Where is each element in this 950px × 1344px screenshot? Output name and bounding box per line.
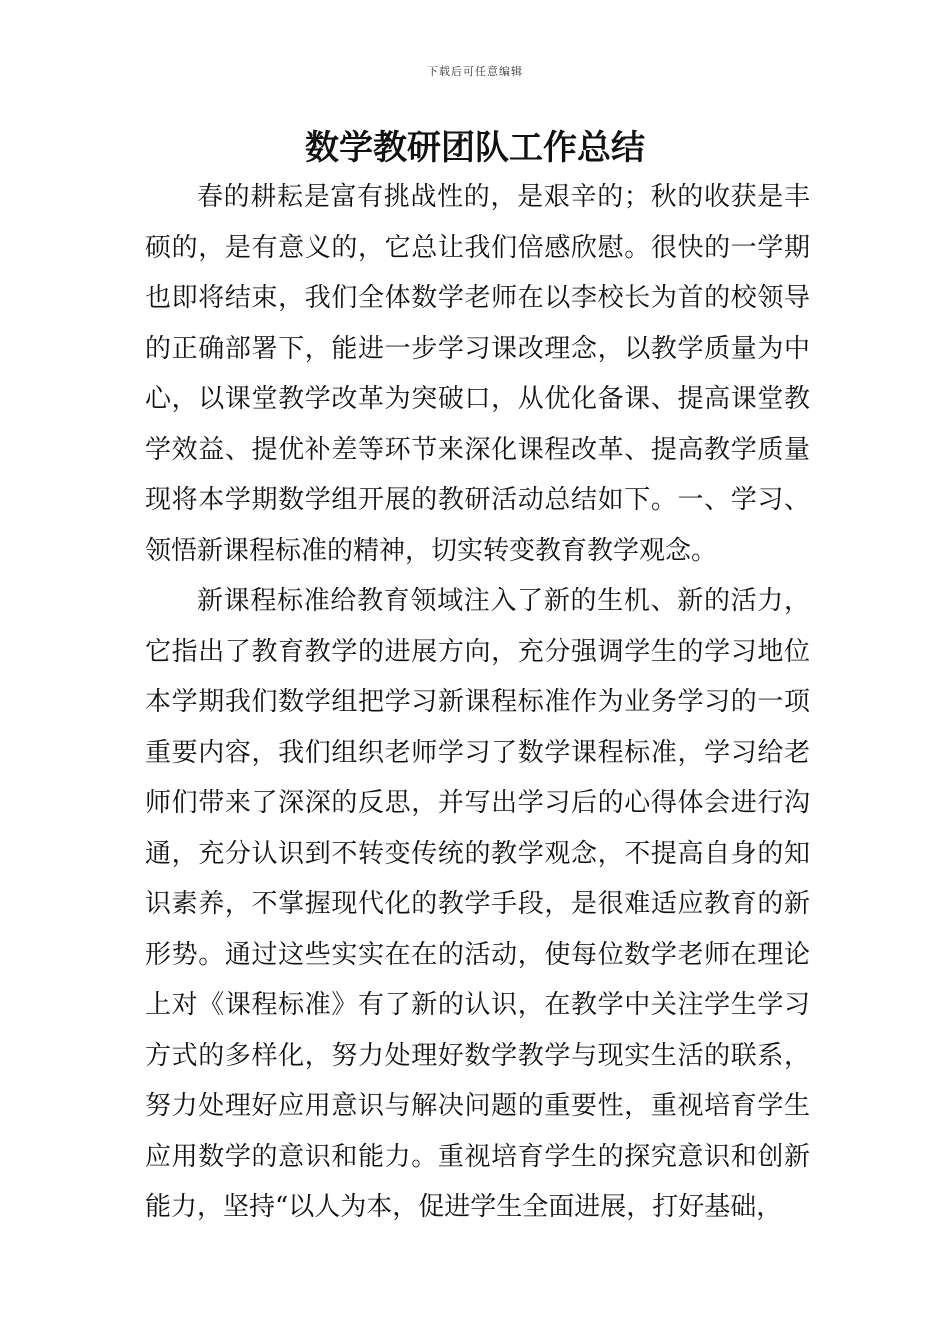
paragraph-curriculum-standards: 新课程标准给教育领域注入了新的生机、新的活力，它指出了教育教学的进展方向，充分强调学生的学习地位本学期我们数学组把学习新课程标准作为业务学习的一项重要内容，我们组织老师学习了数学课程标准，学习给老师们带来了深深的反思，并写出学习后的心得体会进行沟通，充分认识到不转变传统的教学观念，不提高自身的知识素养，不掌握现代化的教学手段，是很难适应教育的新形势。通过这些实实在在的活动，使每位数学老师在理论上对《课程标准》有了新的认识，在教学中关注学生学习方式的多样化，努力处理好数学教学与现实生活的联系，努力处理好应用意识与解决问题的重要性，重视培育学生应用数学的意识和能力。重视培育学生的探究意识和创新能力，坚持“以人为本，促进学生全面进展，打好基础， [145,586,810,1222]
document-body [145,172,810,1233]
document-title: 数学教研团队工作总结 [305,128,645,168]
header-note: 下载后可任意编辑 [427,65,523,78]
paragraph-intro: 春的耕耘是富有挑战性的，是艰辛的；秋的收获是丰硕的，是有意义的，它总让我们倍感欣慰。很快的一学期也即将结束，我们全体数学老师在以李校长为首的校领导的正确部署下，能进一步学习课改理念，以教学质量为中心，以课堂教学改革为突破口，从优化备课、提高课堂教学效益、提优补差等环节来深化课程改革、提高教学质量现将本学期数学组开展的教研活动总结如下。一、学习、领悟新课程标准的精神，切实转变教育教学观念。 [145,182,810,566]
